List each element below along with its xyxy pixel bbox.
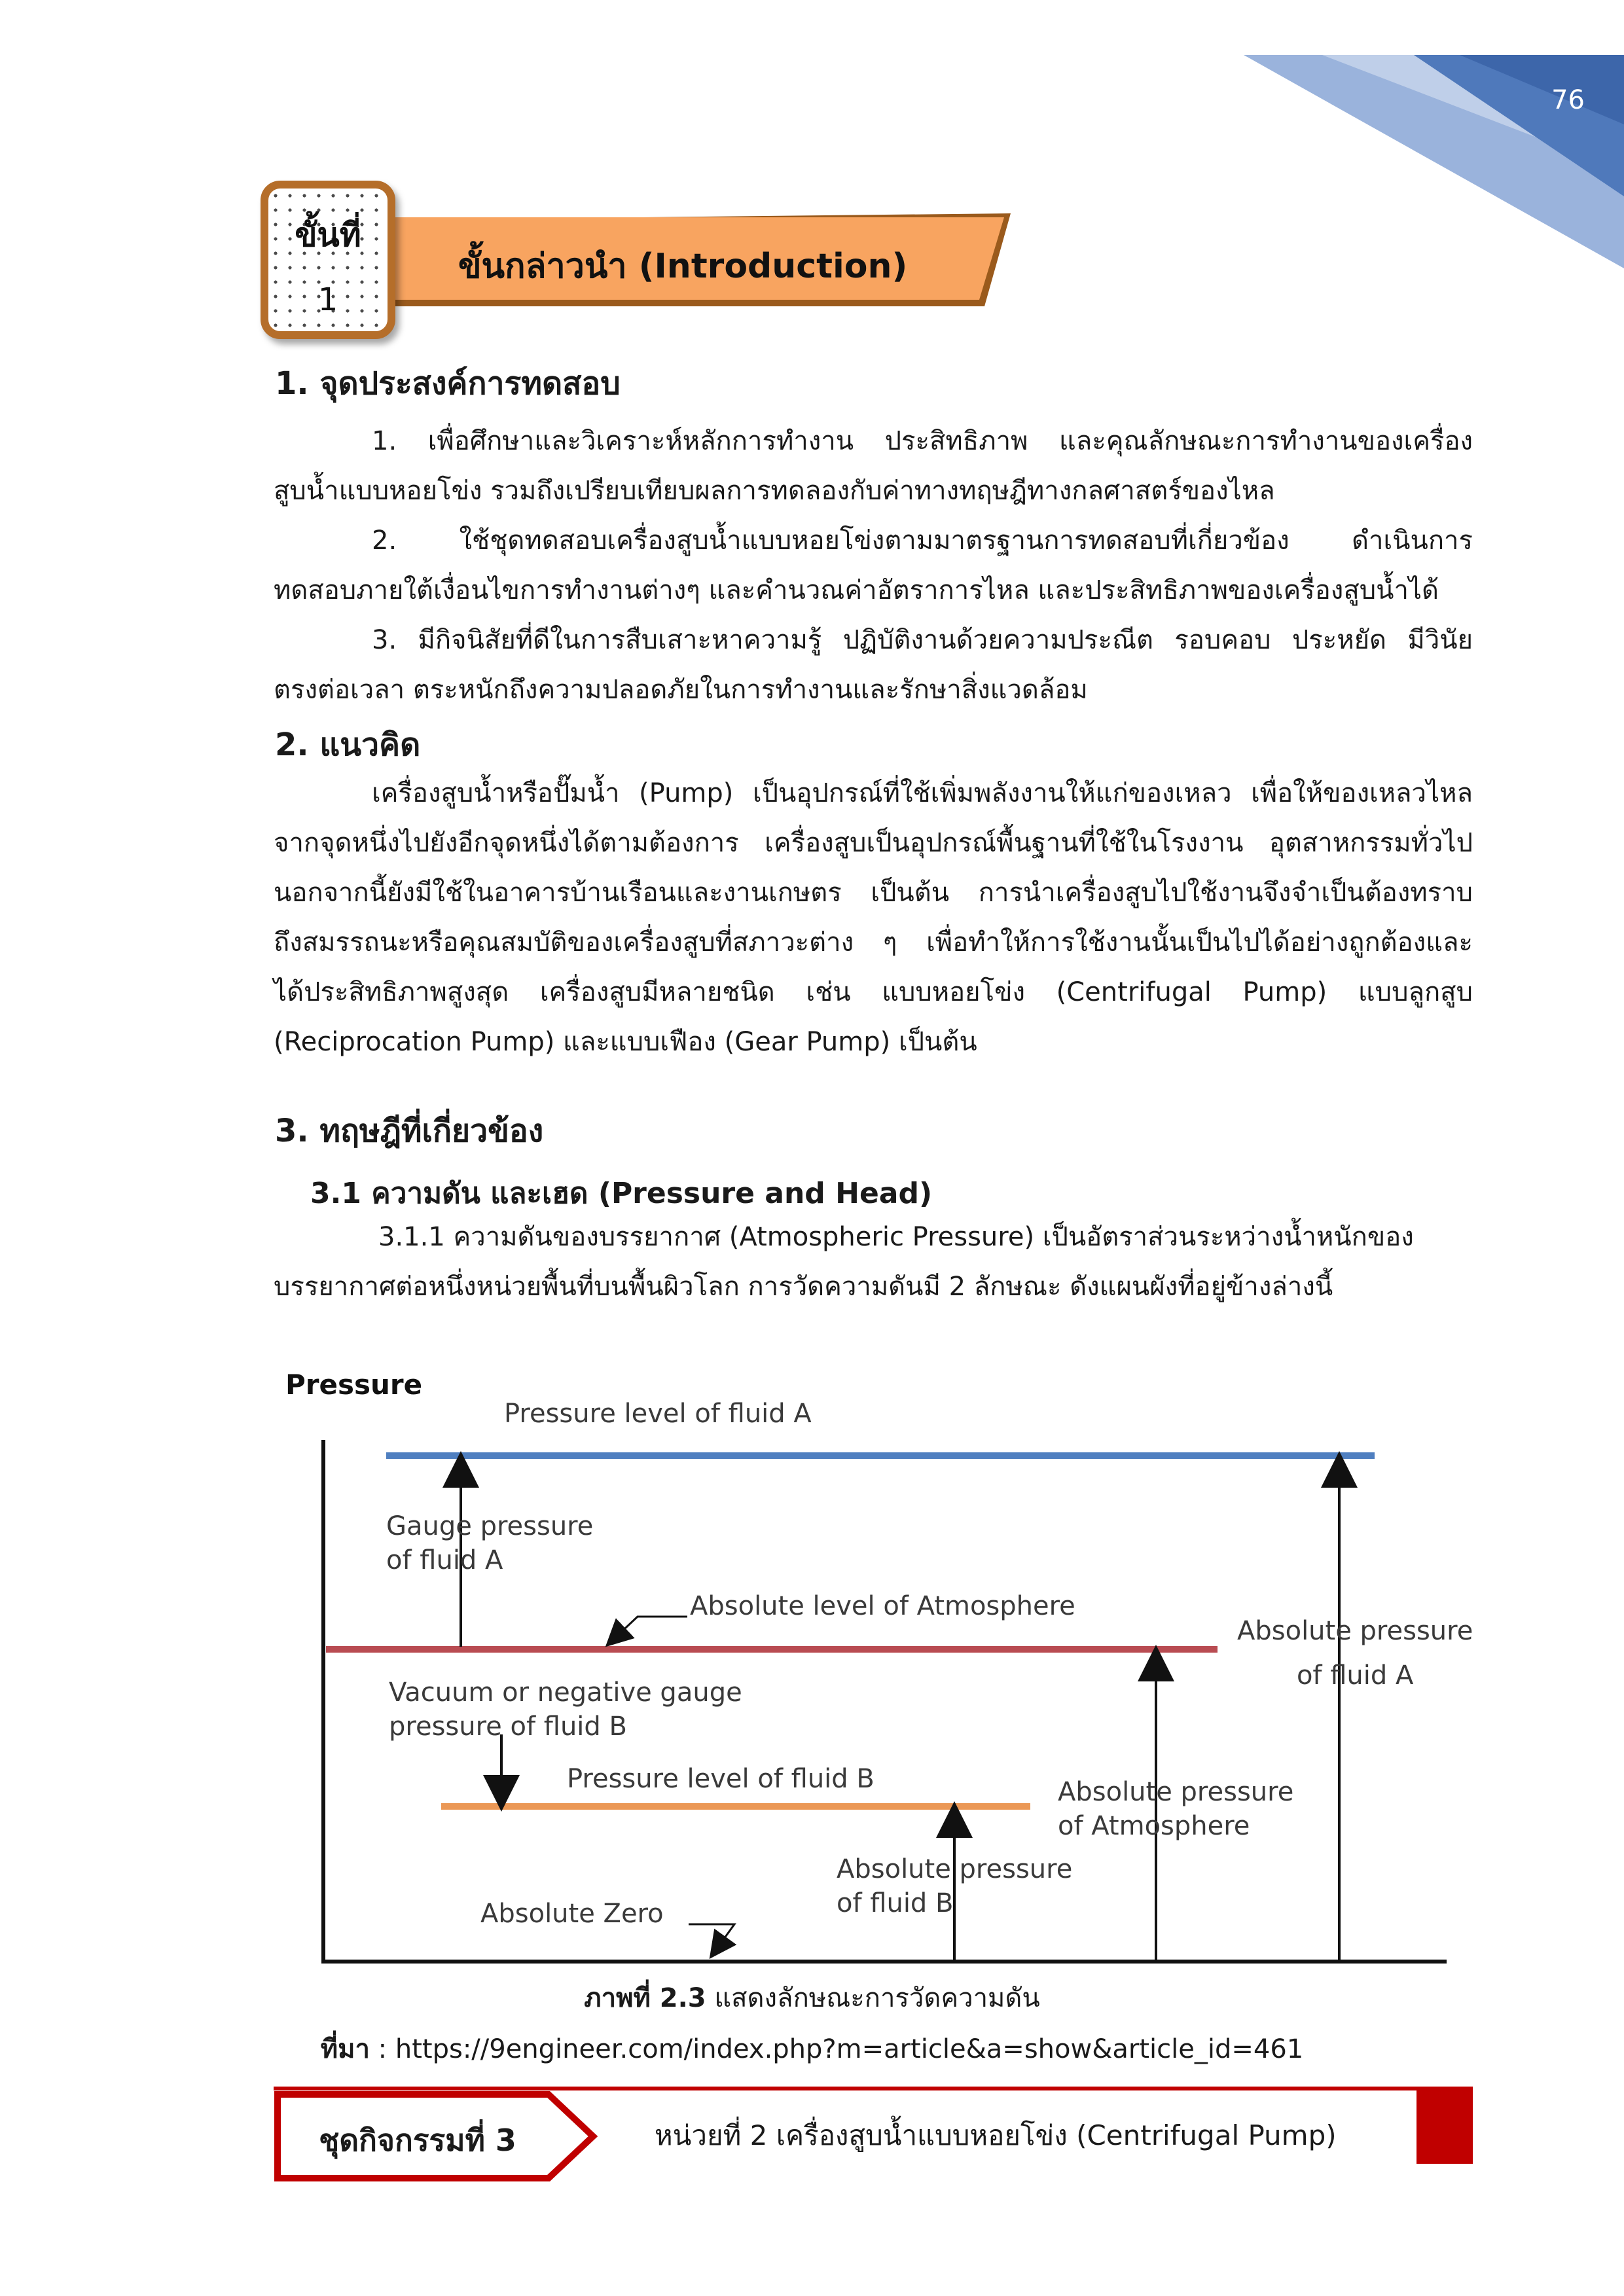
footer-unit-title: หน่วยที่ 2 เครื่องสูบน้ำแบบหอยโข่ง (Centrifugal Pump) <box>655 2119 1337 2151</box>
page-number: 76 <box>1551 85 1585 115</box>
objective-1-line-1: 1. เพื่อศึกษาและวิเคราะห์หลักการทำงาน ประสิทธิภาพ และคุณลักษณะการทำงานของเครื่อง <box>372 426 1473 456</box>
concept-paragraph <box>274 768 1473 1069</box>
step-label: ขั้นที่ <box>295 216 361 254</box>
axis-label-pressure: Pressure <box>285 1369 423 1401</box>
objectives-heading: 1. จุดประสงค์การทดสอบ <box>275 365 621 402</box>
figure-caption: ภาพที่ 2.3 แสดงลักษณะการวัดความดัน <box>584 1983 1040 2013</box>
objective-3-line-2: ตรงต่อเวลา ตระหนักถึงความปลอดภัยในการทำงานและรักษาสิ่งแวดล้อม <box>274 675 1088 705</box>
footer-activity-title: ชุดกิจกรรมที่ 3 <box>319 2123 516 2158</box>
objectives-list <box>274 416 1473 717</box>
label-absolute-pressure-a: Absolute pressure of fluid A <box>1237 1616 1473 1691</box>
objective-1-line-2: สูบน้ำแบบหอยโข่ง รวมถึงเปรียบเทียบผลการทดลองกับค่าทางทฤษฎีทางกลศาสตร์ของไหล <box>274 476 1275 506</box>
label-absolute-zero: Absolute Zero <box>480 1899 664 1929</box>
step-title: ขั้นกล่าวนำ (Introduction) <box>458 247 908 286</box>
concept-line: นอกจากนี้ยังมีใช้ในอาคารบ้านเรือนและงานเกษตร เป็นต้น การนำเครื่องสูบไปใช้งานจึงจำเป็นต้องทราบ <box>274 878 1473 908</box>
objective-3-line-1: 3. มีกิจนิสัยที่ดีในการสืบเสาะหาความรู้ ปฏิบัติงานด้วยความประณีต รอบคอบ ประหยัด มีวินัย <box>372 625 1473 655</box>
concept-line: (Reciprocation Pump) และแบบเฟือง (Gear Pump) เป็นต้น <box>274 1027 977 1057</box>
concept-line: ได้ประสิทธิภาพสูงสุด เครื่องสูบมีหลายชนิด เช่น แบบหอยโข่ง (Centrifugal Pump) แบบลูกสูบ <box>274 977 1473 1007</box>
label-gauge-pressure: Gauge pressure of fluid A <box>386 1511 594 1575</box>
concept-line: จากจุดหนึ่งไปยังอีกจุดหนึ่งได้ตามต้องการ เครื่องสูบเป็นอุปกรณ์พื้นฐานที่ใช้ในโรงงาน อุตสาหกรรมทั่วไป <box>274 828 1473 858</box>
theory-paragraph <box>274 1212 1473 1317</box>
label-atmosphere-level: Absolute level of Atmosphere <box>690 1591 1075 1621</box>
step-number: 1 <box>317 281 338 318</box>
theory-subheading: 3.1 ความดัน และเฮด (Pressure and Head) <box>310 1177 933 1210</box>
label-absolute-pressure-atmosphere: Absolute pressure of Atmosphere <box>1058 1777 1294 1841</box>
atm-pointer-arrow <box>615 1617 687 1638</box>
zero-pointer-arrow <box>689 1924 734 1948</box>
objective-2-line-2: ทดสอบภายใต้เงื่อนไขการทำงานต่างๆ และคำนวณค่าอัตราการไหล และประสิทธิภาพของเครื่องสูบน้ำได้ <box>274 575 1439 605</box>
theory-heading: 3. ทฤษฎีที่เกี่ยวข้อง <box>275 1113 544 1149</box>
footer-end-block <box>1416 2090 1473 2164</box>
theory-line: บรรยากาศต่อหนึ่งหน่วยพื้นที่บนพื้นผิวโลก การวัดความดันมี 2 ลักษณะ ดังแผนผังที่อยู่ข้างล่างนี้ <box>274 1272 1333 1302</box>
objective-2-line-1: 2. ใช้ชุดทดสอบเครื่องสูบน้ำแบบหอยโข่งตามมาตรฐานการทดสอบที่เกี่ยวข้อง ดำเนินการ <box>372 526 1473 556</box>
label-fluid-b-level: Pressure level of fluid B <box>567 1764 875 1794</box>
theory-line: 3.1.1 ความดันของบรรยากาศ (Atmospheric Pressure) เป็นอัตราส่วนระหว่างน้ำหนักของ <box>378 1222 1414 1252</box>
concept-line: ถึงสมรรถนะหรือคุณสมบัติของเครื่องสูบที่สภาวะต่าง ๆ เพื่อทำให้การใช้งานนั้นเป็นไปได้อย่างถูกต้องและ <box>274 927 1473 958</box>
label-vacuum: Vacuum or negative gauge pressure of fluid B <box>389 1677 742 1742</box>
figure-source: ที่มา : https://9engineer.com/index.php?m=article&a=show&article_id=461 <box>320 2034 1304 2064</box>
concept-line: เครื่องสูบน้ำหรือปั๊มน้ำ (Pump) เป็นอุปกรณ์ที่ใช้เพิ่มพลังงานให้แก่ของเหลว เพื่อให้ของเหลวไหล <box>372 778 1473 808</box>
label-absolute-pressure-b: Absolute pressure of fluid B <box>837 1854 1073 1918</box>
concept-heading: 2. แนวคิด <box>275 726 421 763</box>
label-fluid-a-level: Pressure level of fluid A <box>504 1399 812 1429</box>
